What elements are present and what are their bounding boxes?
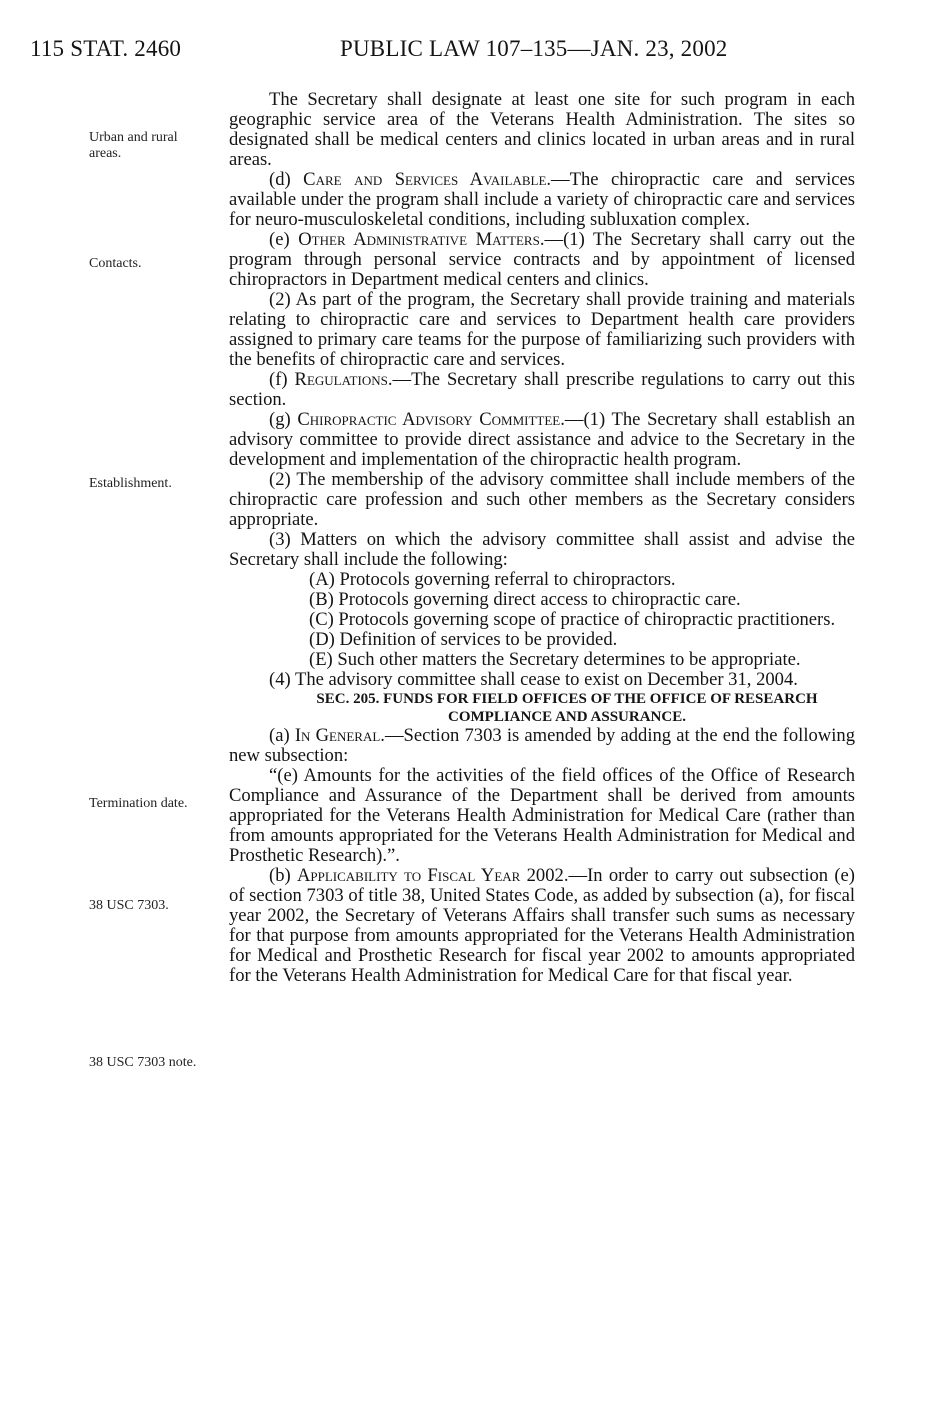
paragraph-e2-training: (2) As part of the program, the Secretary shall provide training and materials relating to chiropractic care and services to Department health care providers assigned to primary care teams for the purpose of familiarizing such providers with the benefits of chiropractic care and services.	[229, 289, 855, 370]
paragraph-g-heading: Chiropractic Advisory Committee.	[297, 409, 565, 430]
list-item-g-a: (A) Protocols governing referral to chiropractors.	[309, 569, 676, 590]
list-item-g-c: (C) Protocols governing scope of practice of chiropractic practitioners.	[309, 609, 836, 630]
paragraph-d-heading: Care and Services Available.	[303, 169, 552, 190]
paragraph-g3-matters: (3) Matters on which the advisory committee shall assist and advise the Secretary shall include the following:	[229, 529, 855, 570]
list-item-g-b: (B) Protocols governing direct access to chiropractic care.	[309, 589, 741, 610]
paragraph-b-heading: Applicability to Fiscal Year 2002.	[296, 865, 569, 886]
statute-page-number: 115 STAT. 2460	[30, 36, 182, 61]
paragraph-g-lead: (g)	[269, 409, 298, 430]
paragraph-d-lead: (d)	[269, 169, 304, 190]
paragraph-e-admin-matters	[229, 230, 855, 290]
margin-note-termination: Termination date.	[89, 796, 188, 811]
section-205-heading: SEC. 205. FUNDS FOR FIELD OFFICES OF THE OFFICE OF RESEARCH COMPLIANCE AND ASSURANCE.	[316, 691, 818, 725]
paragraph-b-lead: (b)	[269, 865, 297, 886]
paragraph-a-heading: In General.	[294, 725, 385, 746]
paragraph-e-body: —(1) The Secretary shall carry out the program through personal service contracts and by appointment of licensed chiropractors in Department medical centers and clinics.	[229, 229, 855, 290]
paragraph-b-applicability	[229, 866, 855, 986]
paragraph-f-regulations	[229, 370, 855, 410]
paragraph-quoted-subsection-e: “(e) Amounts for the activities of the field offices of the Office of Research Compliance and Assurance of the Department shall be derived from amounts appropriated for the Veterans Health Administration for Medical Care (rather than from amounts appropriated for the Veterans Health Administration for Medical and Prosthetic Research).”.	[229, 765, 855, 866]
margin-note-usc-7303: 38 USC 7303.	[89, 898, 169, 913]
paragraph-a-body: —Section 7303 is amended by adding at the end the following new subsection:	[229, 725, 855, 766]
main-text	[229, 90, 855, 986]
list-item-g-d: (D) Definition of services to be provided.	[309, 629, 618, 650]
list-item-g-e: (E) Such other matters the Secretary determines to be appropriate.	[309, 649, 801, 670]
public-law-citation: PUBLIC LAW 107–135—JAN. 23, 2002	[340, 36, 728, 61]
paragraph-f-lead: (f)	[269, 369, 295, 390]
paragraph-f-heading: Regulations.	[294, 369, 393, 390]
margin-note-establishment: Establishment.	[89, 476, 172, 491]
paragraph-g-advisory-committee	[229, 410, 855, 470]
paragraph-f-body: —The Secretary shall prescribe regulations to carry out this section.	[229, 369, 855, 410]
paragraph-e-heading: Other Administrative Matters.	[298, 229, 545, 250]
paragraph-e-lead: (e)	[269, 229, 299, 250]
margin-note-urban: Urban and rural areas.	[89, 130, 178, 161]
margin-note-usc-7303-note: 38 USC 7303 note.	[89, 1055, 197, 1070]
paragraph-b-body: —In order to carry out subsection (e) of section 7303 of title 38, United States Code, as added by subsection (a), for fiscal year 2002, the Secretary of Veterans Affairs shall transfer such sums as necessary for that purpose from amounts appropriated for the Veterans Health Administration for Medical and Prosthetic Research for fiscal year 2002 to amounts appropriated for the Veterans Health Administration for Medical Care for that fiscal year.	[229, 865, 855, 986]
paragraph-a-lead: (a)	[269, 725, 295, 746]
paragraph-a-in-general	[229, 726, 855, 766]
margin-note-contacts: Contacts.	[89, 256, 142, 271]
paragraph-g-body: —(1) The Secretary shall establish an advisory committee to provide direct assistance and advice to the Secretary in the development and implementation of the chiropractic health program.	[229, 409, 855, 470]
paragraph-d-body: —The chiropractic care and services available under the program shall include a variety of chiropractic care and services for neuro-musculoskeletal conditions, including subluxation complex.	[229, 169, 855, 230]
paragraph-g2-membership: (2) The membership of the advisory committee shall include members of the chiropractic care profession and such other members as the Secretary considers appropriate.	[229, 469, 855, 530]
paragraph-g4-termination: (4) The advisory committee shall cease to exist on December 31, 2004.	[269, 669, 798, 690]
paragraph-d-care-services	[229, 170, 855, 230]
paragraph-site-designation: The Secretary shall designate at least one site for such program in each geographic service area of the Veterans Health Administration. The sites so designated shall be medical centers and clinics located in urban areas and in rural areas.	[229, 89, 855, 170]
